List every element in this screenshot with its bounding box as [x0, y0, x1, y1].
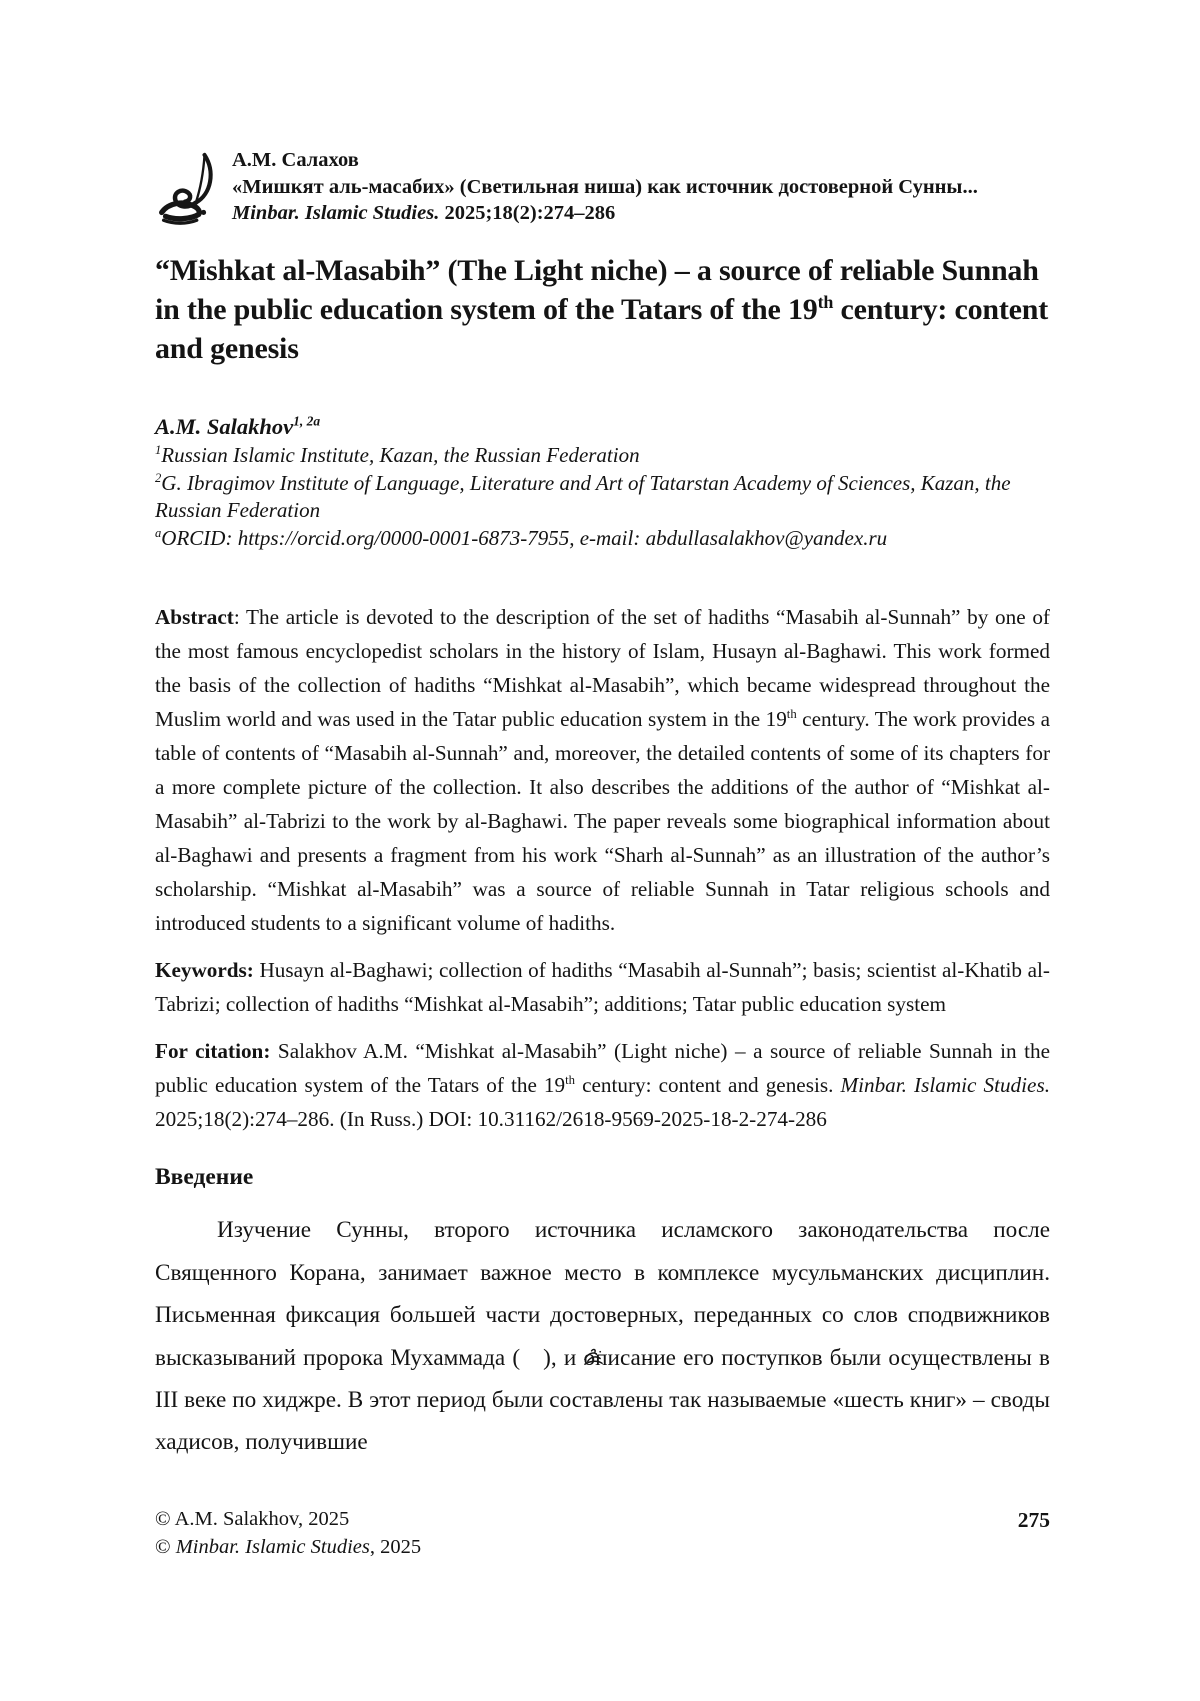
- affiliation-2-sup: 2: [155, 470, 162, 485]
- running-header-text: [232, 146, 978, 227]
- running-header-journal-issue: 2025;18(2):274–286: [439, 202, 616, 224]
- citation-text-mid: century: content and genesis.: [575, 1073, 841, 1098]
- abstract-text-tail: century. The work provides a table of contents of “Masabih al-Sunnah” and, moreover, the detailed contents of some of its chapters for a more complete picture of the collection. It also describes the additions of the author of “Mishkat al-Masabih” al-Tabrizi to the work by al-Baghawi. The paper reveals some biographical information about al-Baghawi and presents a fragment from his work “Sharh al-Sunnah” as an illustration of the author’s scholarship. “Mishkat al-Masabih” was a source of reliable Sunnah in Tatar religious schools and introduced students to a significant volume of hadiths.: [155, 707, 1050, 936]
- affiliation-2-text: G. Ibragimov Institute of Language, Literature and Art of Tatarstan Academy of Sciences, Kazan, the Russian Federation: [155, 470, 1011, 523]
- footer-copyright-author: © A.M. Salakhov, 2025: [155, 1508, 350, 1530]
- keywords-label: Keywords:: [155, 958, 254, 983]
- footer-copyright-journal: [155, 1533, 1050, 1561]
- affiliation-1: [155, 442, 1050, 470]
- affiliation-1-sup: 1: [155, 443, 162, 457]
- keywords-text: Husayn al-Baghawi; collection of hadiths “Masabih al-Sunnah”; basis; scientist al-Khatib al-Tabrizi; collection of hadiths “Mishkat al-Masabih”; additions; Tatar public education system: [155, 958, 1050, 1017]
- orcid-sup: a: [155, 525, 162, 540]
- author-name-sup: 1, 2a: [293, 413, 321, 429]
- article-title-text: “Mishkat al-Masabih” (The Light niche) – a source of reliable Sunnah in the public education system of the Tatars of the 19: [155, 254, 1039, 326]
- abstract-ordinal-sup: th: [786, 707, 797, 722]
- author-name-text: A.M. Salakhov: [155, 414, 294, 439]
- citation-ordinal-sup: th: [565, 1073, 576, 1088]
- authors-block: [155, 412, 1050, 552]
- running-header-journal-name: Minbar. Islamic Studies.: [232, 202, 440, 224]
- keywords-paragraph: [155, 953, 1050, 1021]
- abstract-paragraph: [155, 600, 1050, 940]
- author-name: [155, 412, 1050, 442]
- running-header: [155, 146, 1050, 230]
- affiliation-1-text: Russian Islamic Institute, Kazan, the Russian Federation: [161, 443, 640, 467]
- affiliation-2: [155, 470, 1050, 525]
- article-title-text-tail: century: content and genesis: [155, 293, 1049, 365]
- running-header-journal: [232, 200, 978, 227]
- citation-text: Salakhov A.M. “Mishkat al-Masabih” (Light niche) – a source of reliable Sunnah in the public education system of the Tatars of the 19: [155, 1039, 1051, 1098]
- abstract-text: : The article is devoted to the description of the set of hadiths “Masabih al-Sunnah” by one of the most famous encyclopedist scholars in the history of Islam, Husayn al-Baghawi. This work formed the basis of the collection of hadiths “Mishkat al-Masabih”, which became widespread throughout the Muslim world and was used in the Tatar public education system in the 19: [155, 605, 1050, 732]
- journal-logo-icon: [155, 152, 219, 230]
- running-header-author: А.М. Салахов: [232, 149, 359, 171]
- footer-copyright-year: , 2025: [369, 1536, 422, 1558]
- introduction-heading: Введение: [155, 1164, 254, 1191]
- article-title-ordinal-sup: th: [817, 292, 834, 312]
- citation-label: For citation:: [155, 1039, 271, 1064]
- orcid-email-text: ORCID: https://orcid.org/0000-0001-6873-7955, e-mail: abdullasalakhov@yandex.ru: [161, 525, 888, 550]
- page-number: 275: [1017, 1508, 1050, 1532]
- citation-text-tail: 2025;18(2):274–286. (In Russ.) DOI: 10.31162/2618-9569-2025-18-2-274-286: [155, 1107, 827, 1132]
- introduction-text-tail: ), и описание его поступков были осуществлены в III веке по хиджре. В этот период были составлены так называемые «шесть книг» – своды хадисов, получившие: [155, 1344, 1050, 1456]
- footer-copyright-symbol: ©: [155, 1536, 176, 1558]
- citation-journal-name: Minbar. Islamic Studies.: [840, 1073, 1050, 1098]
- introduction-paragraph: [155, 1209, 1050, 1463]
- running-header-title: «Мишкят аль-масабих» (Светильная ниша) как источник достоверной Сунны...: [232, 175, 978, 198]
- footer-journal-name: Minbar. Islamic Studies: [175, 1536, 370, 1558]
- abstract-label: Abstract: [155, 605, 234, 630]
- citation-paragraph: [155, 1034, 1050, 1136]
- pbuh-calligraphy-icon: [520, 1340, 543, 1361]
- orcid-email-line: [155, 525, 1050, 553]
- article-title: [155, 251, 1050, 368]
- page-footer: [155, 1505, 1050, 1561]
- introduction-text: Изучение Сунны, второго источника исламского законодательства после Священного Корана, занимает важное место в комплексе мусульманских дисциплин. Письменная фиксация большей части достоверных, переданных со слов сподвижников высказываний пророка Мухаммада (: [155, 1217, 1050, 1371]
